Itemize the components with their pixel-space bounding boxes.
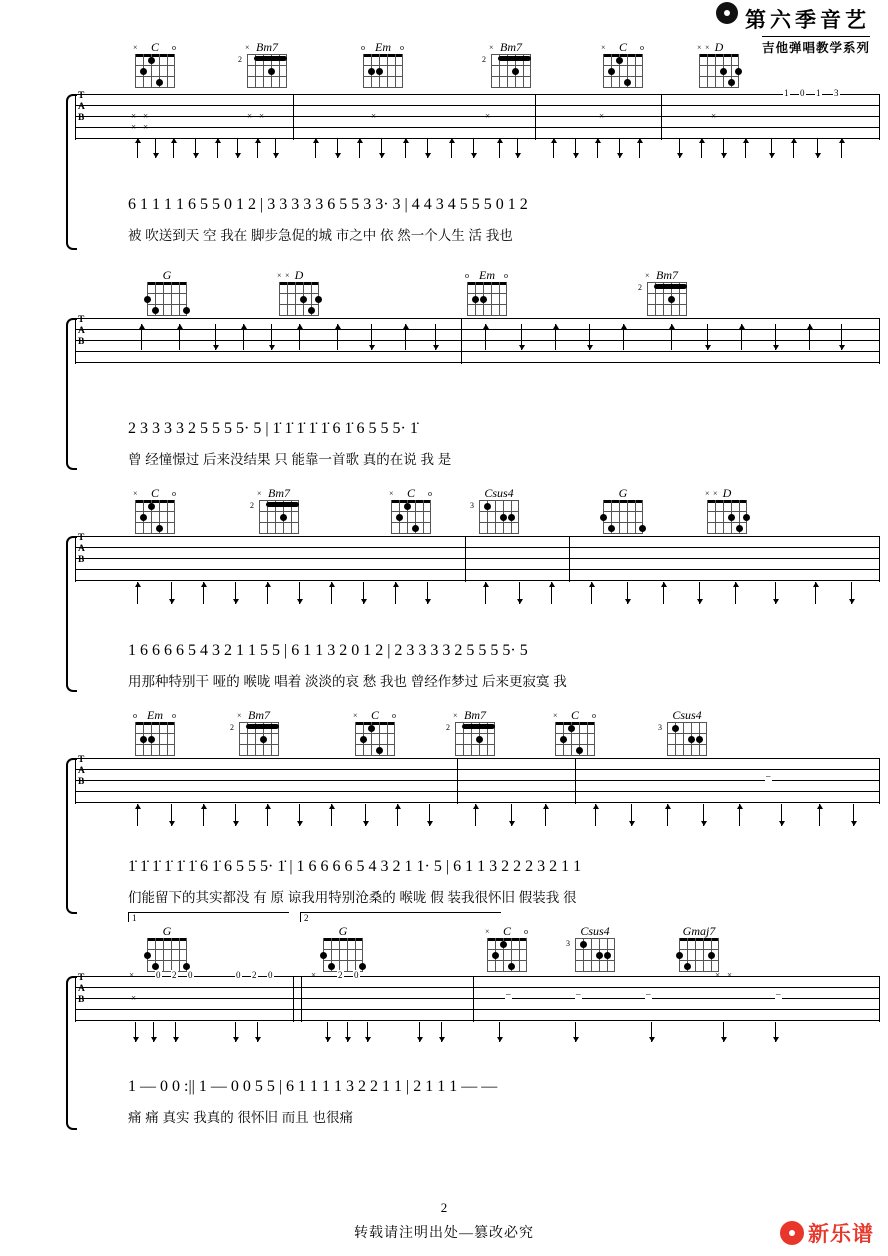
- tab-clef-t: T: [78, 315, 85, 325]
- chord-grid: × 2: [455, 722, 495, 756]
- system-1: [0, 34, 888, 244]
- chord-diagram: [384, 486, 438, 534]
- tab-clef-a: A: [78, 102, 85, 112]
- system-5: [0, 913, 888, 1150]
- chord-grid: × 2: [647, 282, 687, 316]
- tab-rest-dash: –: [506, 989, 511, 999]
- chord-diagram: [568, 924, 622, 972]
- chord-grid: × o: [135, 500, 175, 534]
- chord-diagram: [356, 40, 410, 88]
- strum-pattern: [75, 758, 880, 786]
- tab-number: 0: [268, 970, 273, 980]
- chord-name: Bm7: [248, 708, 270, 722]
- volta-bracket-2: [300, 912, 501, 922]
- tab-number: 0: [236, 970, 241, 980]
- chord-diagram: [316, 924, 370, 972]
- chord-name: D: [722, 486, 732, 500]
- tab-clef-a: A: [78, 984, 85, 994]
- chord-diagram: [348, 708, 402, 756]
- system-2: [0, 262, 888, 467]
- chord-grid: × o: [555, 722, 595, 756]
- strum-pattern: [75, 536, 880, 564]
- chord-diagram: [448, 708, 502, 756]
- chord-grid: × 2: [239, 722, 279, 756]
- chord-grid: [147, 938, 187, 972]
- strum-pattern: [75, 138, 880, 164]
- tab-number: 2: [338, 970, 343, 980]
- tab-clef-b: B: [78, 113, 85, 123]
- tab-rest-dash: –: [646, 989, 651, 999]
- chord-name: C: [618, 40, 627, 54]
- lyrics: 痛 痛 真实 我真的 很怀旧 而且 也很痛: [128, 1110, 354, 1125]
- numbered-notation: 1 — 0 0 :|| 1 — 0 0 5 5 | 6 1 1 1 1 3 2 2 1 1 | 2 1 1 1 — —: [128, 1078, 498, 1095]
- chord-name: G: [162, 924, 172, 938]
- chord-name: G: [618, 486, 628, 500]
- page-number: 2: [440, 1200, 448, 1215]
- chord-grid: × 2: [247, 54, 287, 88]
- lyrics: 曾 经憧憬过 后来没结果 只 能靠一首歌 真的在说 我 是: [128, 452, 452, 467]
- tab-number: 2: [172, 970, 177, 980]
- chord-name: Em: [147, 708, 163, 722]
- chord-grid: × ×: [707, 500, 747, 534]
- tab-number: 0: [354, 970, 359, 980]
- system-4: [0, 702, 888, 917]
- numbered-notation: 1̇ 1̇ 1̇ 1̇ 1̇ 1̇ 6 1̇ 6 5 5 5· 1̇ | 1 6 6 6 6 5 4 3 2 1 1· 5 | 6 1 1 3 2 2 2 3 2 1 1: [128, 858, 582, 875]
- lyrics: 被 吹送到天 空 我在 脚步急促的城 市之中 依 然一个人生 活 我也: [128, 228, 513, 243]
- tab-clef-a: A: [78, 544, 85, 554]
- chord-diagram: [140, 924, 194, 972]
- chord-diagram: [692, 40, 746, 88]
- chord-diagram: [660, 708, 714, 756]
- chord-name: C: [502, 924, 511, 938]
- tab-number: 0: [800, 88, 805, 98]
- tab-clef-a: A: [78, 766, 85, 776]
- chord-name: Csus4: [484, 486, 514, 500]
- chord-grid: [603, 500, 643, 534]
- chord-name: Em: [375, 40, 391, 54]
- tab-clef-t: T: [78, 533, 85, 543]
- chord-diagram: [484, 40, 538, 88]
- tab-number: 3: [834, 88, 839, 98]
- tab-number: 1: [784, 88, 789, 98]
- chord-name: D: [714, 40, 724, 54]
- chord-diagram: [232, 708, 286, 756]
- chord-grid: [147, 282, 187, 316]
- chord-name: Bm7: [500, 40, 522, 54]
- tab-clef-b: B: [78, 995, 85, 1005]
- chord-grid: × o: [391, 500, 431, 534]
- chord-grid: × o: [603, 54, 643, 88]
- chord-grid: × o: [355, 722, 395, 756]
- chord-name: C: [150, 40, 159, 54]
- chord-diagram: [672, 924, 726, 972]
- chord-name: D: [294, 268, 304, 282]
- site-logo: [780, 1218, 874, 1248]
- volta-label-1: 1: [132, 913, 137, 923]
- chord-name: Bm7: [256, 40, 278, 54]
- chord-grid: × ×: [699, 54, 739, 88]
- numbered-notation: 6 1 1 1 1 6 5 5 0 1 2 | 3 3 3 3 3 6 5 5 3 3· 3 | 4 4 3 4 5 5 5 0 1 2: [128, 196, 528, 213]
- chord-diagram: [640, 268, 694, 316]
- chord-diagram: [472, 486, 526, 534]
- tab-staff: [75, 315, 880, 364]
- chord-name: Bm7: [464, 708, 486, 722]
- tab-clef-b: B: [78, 337, 85, 347]
- chord-grid: [679, 938, 719, 972]
- chord-grid: 3: [667, 722, 707, 756]
- tab-clef-t: T: [78, 755, 85, 765]
- lyrics: 们能留下的其实都没 有 原 谅我用特别沧桑的 喉咙 假 装我很怀旧 假装我 很: [128, 890, 577, 905]
- chord-name: C: [150, 486, 159, 500]
- chord-grid: o o: [467, 282, 507, 316]
- chord-diagram: [128, 40, 182, 88]
- tab-clef-t: T: [78, 91, 85, 101]
- chord-grid: o o: [135, 722, 175, 756]
- logo-text: 新乐谱: [808, 1222, 874, 1246]
- copyright-note: 转载请注明出处—篡改必究: [354, 1226, 534, 1241]
- chord-grid: [323, 938, 363, 972]
- chord-name: Gmaj7: [682, 924, 716, 938]
- page-title: 第六季音艺: [745, 8, 870, 32]
- chord-name: G: [338, 924, 348, 938]
- chord-name: Csus4: [672, 708, 702, 722]
- chord-name: Bm7: [268, 486, 290, 500]
- strum-pattern: [75, 360, 880, 388]
- lyrics: 用那种特别干 哑的 喉咙 唱着 淡淡的哀 愁 我也 曾经作梦过 后来更寂寞 我: [128, 674, 567, 689]
- tab-clef-b: B: [78, 555, 85, 565]
- chord-diagram: [596, 486, 650, 534]
- chord-grid: × o: [135, 54, 175, 88]
- tab-staff: T A B × × × × × × × × × × 1 0 1 3: [75, 94, 880, 140]
- system-3: [0, 480, 888, 690]
- chord-diagram: [128, 708, 182, 756]
- tab-number: 1: [816, 88, 821, 98]
- chord-diagram: [240, 40, 294, 88]
- chord-name: Em: [479, 268, 495, 282]
- chord-grid: × ×: [279, 282, 319, 316]
- chord-diagram: [480, 924, 534, 972]
- tab-number: 0: [156, 970, 161, 980]
- chord-name: C: [370, 708, 379, 722]
- chord-grid: × 2: [491, 54, 531, 88]
- numbered-notation: 2 3 3 3 3 2 5 5 5 5· 5 | 1̇ 1̇ 1̇ 1̇ 1̇ 6 1̇ 6 5 5 5· 1̇: [128, 420, 418, 437]
- chord-diagram: [460, 268, 514, 316]
- chord-diagram: [700, 486, 754, 534]
- chord-diagram: [596, 40, 650, 88]
- chord-diagram: [252, 486, 306, 534]
- disc-icon: [716, 2, 738, 24]
- tab-clef-t: T: [78, 973, 85, 983]
- chord-name: G: [162, 268, 172, 282]
- chord-diagram: [128, 486, 182, 534]
- disc-icon: [780, 1221, 804, 1245]
- chord-grid: 3: [479, 500, 519, 534]
- numbered-notation: 1 6 6 6 6 5 4 3 2 1 1 5 5 | 6 1 1 3 2 0 1 2 | 2 3 3 3 3 2 5 5 5 5· 5: [128, 642, 528, 659]
- volta-bracket-1: [128, 912, 289, 922]
- chord-diagram: [548, 708, 602, 756]
- chord-name: Csus4: [580, 924, 610, 938]
- tab-rest-dash: –: [766, 771, 771, 781]
- chord-name: Bm7: [656, 268, 678, 282]
- tab-rest-dash: –: [576, 989, 581, 999]
- chord-grid: × o: [487, 938, 527, 972]
- volta-label-2: 2: [304, 913, 309, 923]
- tab-clef-a: A: [78, 326, 85, 336]
- tab-number: 2: [252, 970, 257, 980]
- strum-pattern: [75, 976, 880, 1004]
- chord-name: C: [406, 486, 415, 500]
- chord-grid: o o: [363, 54, 403, 88]
- chord-diagram: [140, 268, 194, 316]
- tab-rest-dash: –: [776, 989, 781, 999]
- chord-diagram: [272, 268, 326, 316]
- page-subtitle: 吉他弹唱教学系列: [762, 36, 870, 56]
- chord-grid: 3: [575, 938, 615, 972]
- tab-staff: T A B × × 0 2 0 0 2 0 × 2 0 × × – – – –: [75, 976, 880, 1022]
- tab-clef-b: B: [78, 777, 85, 787]
- chord-grid: × 2: [259, 500, 299, 534]
- chord-name: C: [570, 708, 579, 722]
- tab-number: 0: [188, 970, 193, 980]
